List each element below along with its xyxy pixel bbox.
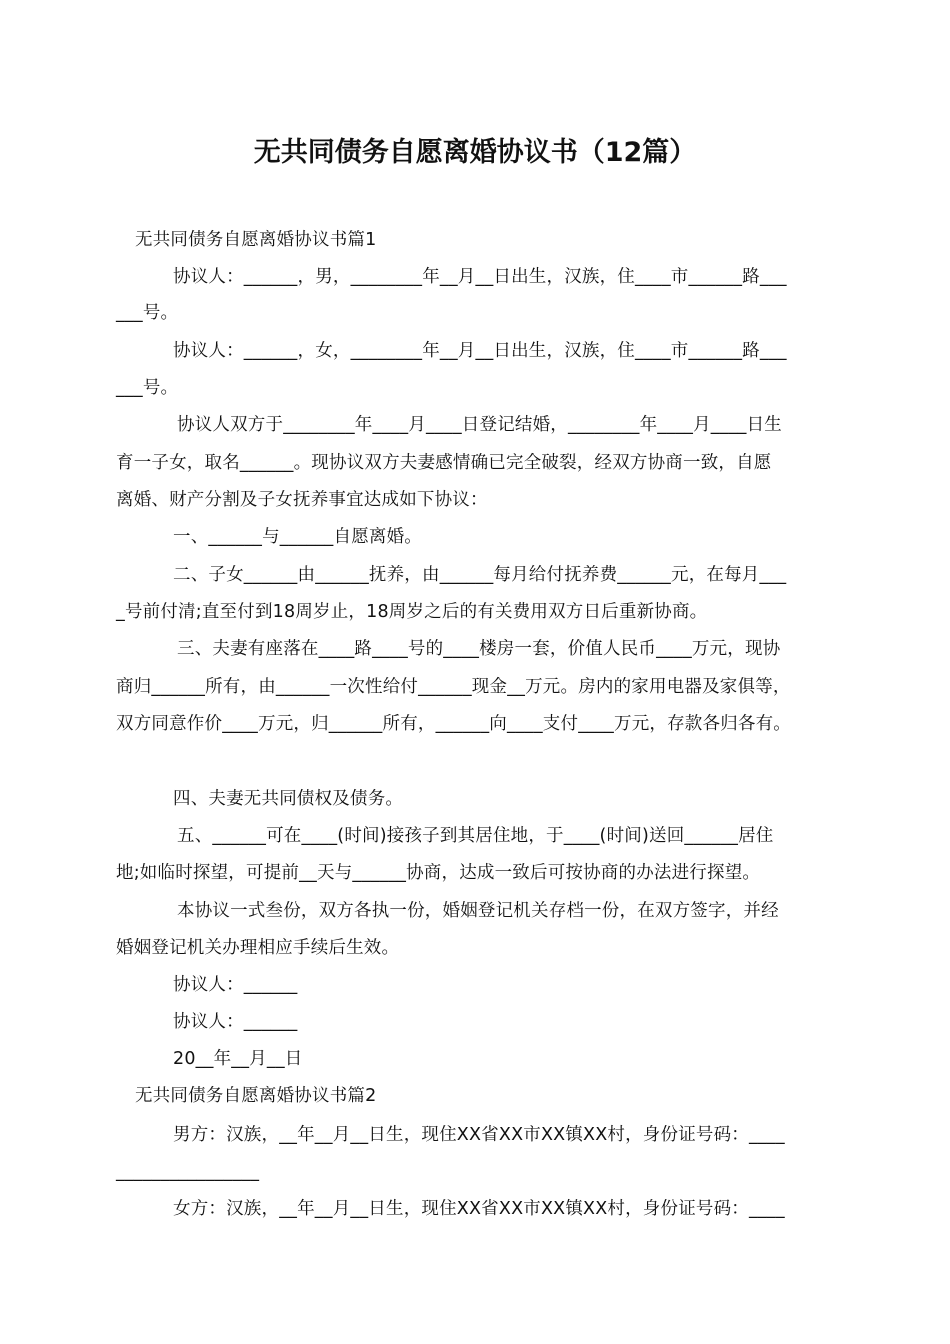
paragraph-line: 二、子女______由______抚养，由______每月给付抚养费______元，在每月___ xyxy=(173,565,787,585)
paragraph-line: 协议人：______，男，________年__月__日出生，汉族，住____市______路___ xyxy=(173,267,787,287)
date-line: 20__年__月__日 xyxy=(173,1049,303,1069)
paragraph-line: 协议人：______，女，________年__月__日出生，汉族，住____市______路___ xyxy=(173,341,787,361)
paragraph-line: 女方：汉族，__年__月__日生，现住XX省XX市XX镇XX村，身份证号码：____ xyxy=(173,1199,785,1219)
paragraph-line: 地;如临时探望，可提前__天与______协商，达成一致后可按协商的办法进行探望。 xyxy=(116,863,761,883)
paragraph-line: 婚姻登记机关办理相应手续后生效。 xyxy=(116,938,400,958)
paragraph-line: 双方同意作价____万元，归______所有，______向____支付____万元，存款各归各有。 xyxy=(116,714,791,734)
paragraph-line: 一、______与______自愿离婚。 xyxy=(173,527,422,547)
paragraph-line: 育一子女，取名______。现协议双方夫妻感情确已完全破裂，经双方协商一致，自愿 xyxy=(116,453,772,473)
paragraph-line: ___号。 xyxy=(116,303,179,323)
section-heading-2: 无共同债务自愿离婚协议书篇2 xyxy=(135,1086,377,1106)
paragraph-line: ___号。 xyxy=(116,378,179,398)
paragraph-line: 协议人双方于________年____月____日登记结婚，________年____月____日生 xyxy=(177,415,782,435)
paragraph-line: 离婚、财产分割及子女抚养事宜达成如下协议： xyxy=(116,490,488,510)
signature-line: 协议人：______ xyxy=(173,975,298,995)
paragraph-line: 五、______可在____(时间)接孩子到其居住地，于____(时间)送回______居住 xyxy=(177,826,774,846)
section-heading-1: 无共同债务自愿离婚协议书篇1 xyxy=(135,230,377,250)
paragraph-line: 四、夫妻无共同债权及债务。 xyxy=(173,789,404,809)
paragraph-line: ________________ xyxy=(116,1162,260,1182)
paragraph-line: 商归______所有，由______一次性给付______现金__万元。房内的家用电器及家俱等， xyxy=(116,677,791,697)
paragraph-line: 男方：汉族，__年__月__日生，现住XX省XX市XX镇XX村，身份证号码：____ xyxy=(173,1125,785,1145)
signature-line: 协议人：______ xyxy=(173,1012,298,1032)
paragraph-line: 本协议一式叁份，双方各执一份，婚姻登记机关存档一份，在双方签字，并经 xyxy=(177,901,779,921)
paragraph-line: 三、夫妻有座落在____路____号的____楼房一套，价值人民币____万元，现协 xyxy=(177,639,781,659)
document-title: 无共同债务自愿离婚协议书（12篇） xyxy=(253,137,697,168)
paragraph-line: _号前付清;直至付到18周岁止，18周岁之后的有关费用双方日后重新协商。 xyxy=(116,602,708,622)
